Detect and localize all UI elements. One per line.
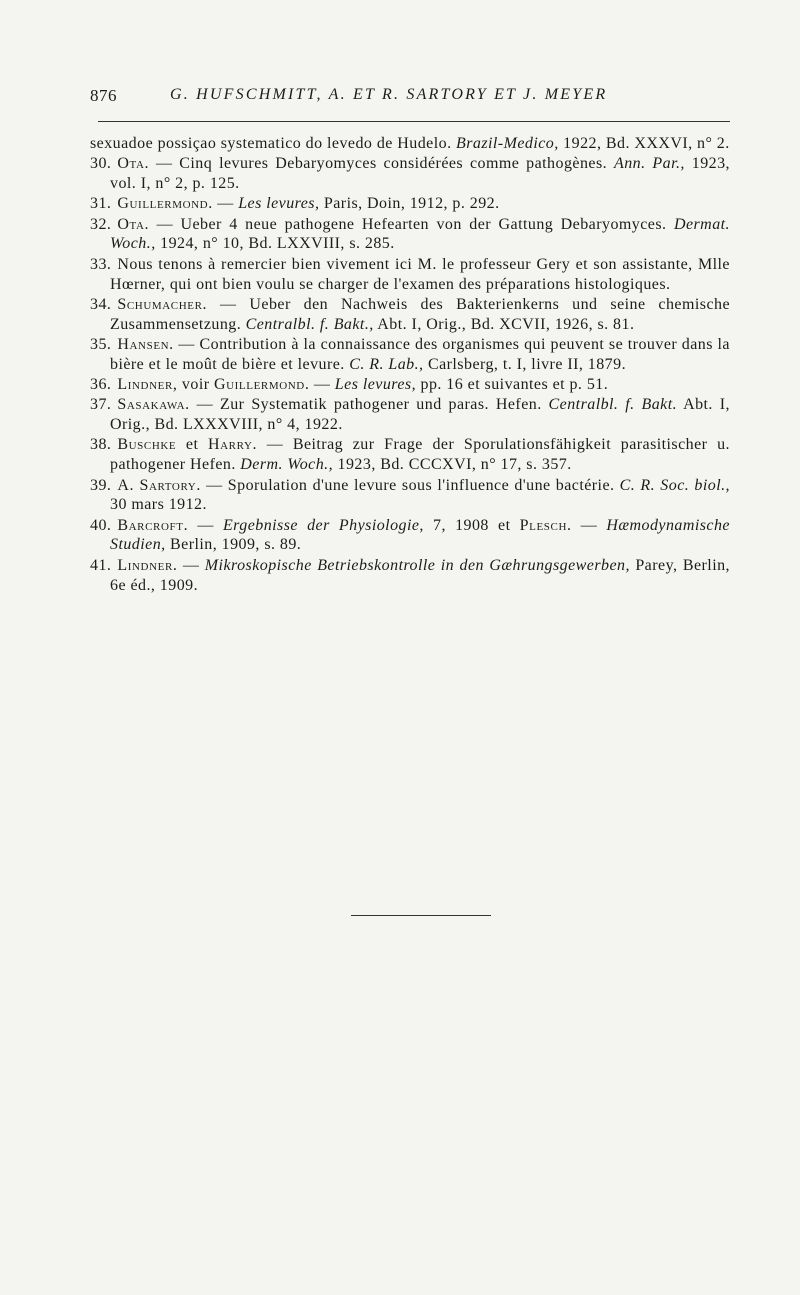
reference-title: Dermat. Woch.,	[110, 215, 730, 253]
reference-item	[90, 335, 730, 375]
reference-text: — Zur Systematik pathogener und paras. Hefen.	[189, 396, 549, 414]
reference-number: 36.	[90, 376, 112, 394]
reference-author: Hansen.	[117, 335, 174, 353]
reference-text: voir	[177, 376, 214, 394]
reference-text: — Cinq levures Debaryomyces considérées comme pathogènes.	[149, 155, 614, 173]
reference-author: Ota.	[117, 215, 150, 233]
reference-author: Plesch.	[519, 516, 572, 534]
reference-number: 34.	[90, 295, 112, 313]
reference-text: sexuadoe possiçao systematico do levedo de Hudelo.	[90, 135, 456, 152]
reference-item	[90, 154, 730, 194]
reference-item	[90, 255, 730, 295]
reference-title: Les levures,	[238, 195, 320, 213]
reference-item	[90, 435, 730, 475]
reference-title: C. R. Lab.,	[349, 355, 424, 373]
reference-title: Hæmodynamische Studien,	[110, 516, 730, 554]
reference-title: Les levures,	[334, 376, 417, 394]
reference-text: —	[188, 516, 223, 534]
reference-number: 35.	[90, 335, 112, 353]
page-number: 876	[90, 86, 117, 105]
reference-text: —	[571, 516, 607, 534]
reference-author: Guillermond.	[213, 376, 310, 394]
reference-title: Mikroskopische Betriebskontrolle in den Gæhrungsgewerben,	[204, 556, 630, 574]
reference-title: C. R. Soc. biol.,	[619, 476, 730, 494]
reference-author: A. Sartory.	[117, 476, 201, 494]
reference-detail: Carlsberg, t. I, livre II, 1879.	[423, 355, 627, 373]
page-header	[90, 84, 730, 114]
reference-number: 41.	[90, 556, 112, 574]
reference-title: Ann. Par.,	[613, 155, 685, 173]
reference-text: — Sporulation d'une levure sous l'influence d'une bactérie.	[200, 476, 620, 494]
reference-title: Centralbl. f. Bakt.,	[245, 315, 374, 333]
reference-text: et	[176, 436, 208, 454]
reference-detail: Parey, Berlin, 6e éd., 1909.	[110, 556, 730, 594]
reference-item	[90, 215, 730, 255]
reference-detail: pp. 16 et suivantes et p. 51.	[416, 376, 609, 394]
reference-author: Ota.	[117, 155, 150, 173]
reference-detail: 30 mars 1912.	[110, 496, 207, 514]
reference-text: — Ueber 4 neue pathogene Hefearten von der Gattung Debaryomyces.	[149, 215, 674, 233]
reference-author: Sasakawa.	[117, 396, 190, 414]
reference-author: Harry.	[207, 436, 258, 454]
reference-text: — Beitrag zur Frage der Sporulationsfähigkeit parasitischer u. pathogener Hefen.	[110, 436, 730, 474]
reference-item	[90, 194, 730, 214]
reference-number: 39.	[90, 476, 112, 494]
reference-number: 33.	[90, 255, 112, 273]
reference-item	[90, 134, 730, 154]
reference-author: Schumacher.	[117, 295, 208, 313]
reference-detail: 1922, Bd. XXXVI, n° 2.	[558, 135, 730, 152]
reference-item	[90, 375, 730, 395]
reference-item	[90, 556, 730, 596]
reference-number: 40.	[90, 516, 112, 534]
reference-number: 30.	[90, 155, 112, 173]
reference-detail: Abt. I, Orig., Bd. XCVII, 1926, s. 81.	[373, 315, 635, 333]
reference-text: — Ueber den Nachweis des Bakterienkerns und seine chemische Zusammensetzung.	[110, 295, 730, 333]
reference-item	[90, 295, 730, 335]
reference-number: 37.	[90, 396, 112, 414]
reference-detail: 1924, n° 10, Bd. LXXVIII, s. 285.	[155, 235, 395, 253]
reference-number: 31.	[90, 195, 112, 213]
reference-text: —	[177, 556, 205, 574]
reference-detail: Paris, Doin, 1912, p. 292.	[319, 195, 500, 213]
reference-detail: 1923, Bd. CCCXVI, n° 17, s. 357.	[333, 456, 572, 474]
reference-author: Buschke	[117, 436, 177, 454]
reference-detail: Abt. I, Orig., Bd. LXXXVIII, n° 4, 1922.	[110, 396, 730, 434]
reference-item	[90, 476, 730, 516]
reference-title: Ergebnisse der Physiologie,	[222, 516, 424, 534]
reference-text: — Contribution à la connaissance des organismes qui peuvent se trouver dans la bière et le moût de bière et levure.	[110, 335, 730, 373]
reference-item	[90, 516, 730, 556]
reference-text: —	[212, 195, 239, 213]
reference-item	[90, 395, 730, 435]
reference-author: Lindner,	[117, 376, 178, 394]
reference-title: Brazil-Medico,	[455, 135, 559, 152]
reference-title: Centralbl. f. Bakt.	[548, 396, 678, 414]
reference-detail: Berlin, 1909, s. 89.	[165, 536, 302, 554]
reference-text: —	[309, 376, 335, 394]
end-rule	[351, 915, 491, 916]
reference-author: Guillermond.	[117, 195, 213, 213]
header-rule	[98, 121, 730, 122]
reference-author: Lindner.	[117, 556, 178, 574]
reference-number: 32.	[90, 215, 112, 233]
reference-title: Derm. Woch.,	[240, 456, 334, 474]
reference-author: Barcroft.	[117, 516, 189, 534]
running-head: G. HUFSCHMITT, A. ET R. SARTORY ET J. MEYER	[170, 86, 608, 103]
reference-text: Nous tenons à remercier bien vivement ici M. le professeur Gery et son assistante, Mlle Hœrner, qui ont bien voulu se charger de l'examen des préparations histologiques.	[110, 255, 730, 293]
reference-list	[90, 134, 730, 596]
reference-number: 38.	[90, 436, 112, 454]
reference-detail: 1923, vol. I, n° 2, p. 125.	[110, 155, 731, 193]
reference-detail: 7, 1908 et	[423, 516, 520, 534]
